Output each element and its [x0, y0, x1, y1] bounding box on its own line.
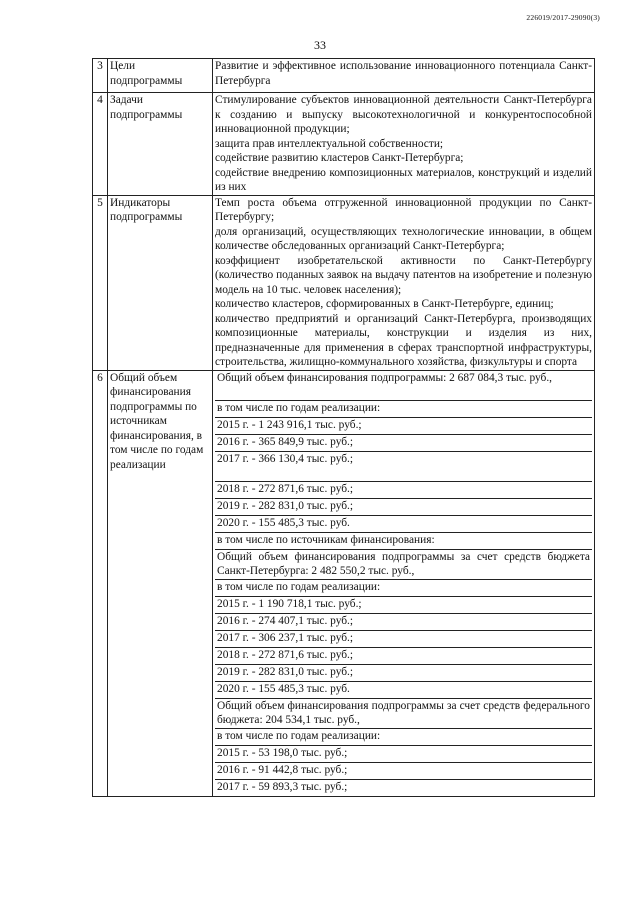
list-item: защита прав интеллектуальной собственности; — [215, 137, 444, 150]
financing-year: 2015 г. - 53 198,0 тыс. руб.; — [215, 745, 592, 762]
financing-year: 2019 г. - 282 831,0 тыс. руб.; — [215, 498, 592, 515]
row-label-financing: Общий объем финансирования подпрограммы по источникам финансирования, в том числе по годам реализации — [108, 370, 213, 796]
financing-year: 2016 г. - 365 849,9 тыс. руб.; — [215, 434, 592, 451]
page-number: 33 — [314, 38, 326, 52]
document-code: 226019/2017-29090(3) — [526, 13, 600, 22]
financing-year: 2016 г. - 274 407,1 тыс. руб.; — [215, 613, 592, 630]
financing-line: в том числе по источникам финансирования: — [215, 532, 592, 549]
table-row-indicators — [93, 195, 595, 370]
table-row-goals — [93, 59, 595, 93]
financing-line: в том числе по годам реализации: — [215, 579, 592, 596]
list-item: Темп роста объема отгруженной инновационной продукции по Санкт-Петербургу; — [215, 196, 592, 223]
financing-breakdown — [213, 370, 595, 796]
financing-year: 2016 г. - 91 442,8 тыс. руб.; — [215, 762, 592, 779]
table-row-financing — [93, 370, 595, 796]
financing-year: 2017 г. - 366 130,4 тыс. руб.; — [215, 451, 592, 481]
row-label-indicators: Индикаторы подпрограммы — [108, 195, 213, 370]
list-item: содействие внедрению композиционных материалов, конструкций и изделий из них — [215, 166, 592, 193]
financing-year: 2017 г. - 306 237,1 тыс. руб.; — [215, 630, 592, 647]
financing-line: в том числе по годам реализации: — [215, 728, 592, 745]
list-item: коэффициент изобретательской активности по Санкт-Петербургу (количество поданных заявок на выдачу патентов на изобретение и полезную модель на 10 тыс. человек населения); — [215, 254, 592, 296]
indicators-list — [213, 195, 595, 370]
financing-federal-budget: Общий объем финансирования подпрограммы за счет средств федерального бюджета: 204 534,1 тыс. руб., — [217, 699, 590, 726]
row-number: 4 — [93, 93, 108, 196]
list-item: количество кластеров, сформированных в Санкт-Петербурге, единиц; — [215, 298, 554, 310]
financing-year: 2015 г. - 1 190 718,1 тыс. руб.; — [215, 596, 592, 613]
list-item: доля организаций, осуществляющих технологические инновации, в общем количестве обследованных организаций Санкт-Петербурга; — [215, 225, 592, 252]
subprogram-passport-table — [92, 58, 595, 797]
financing-total: Общий объем финансирования подпрограммы: 2 687 084,3 тыс. руб., — [215, 371, 592, 401]
financing-year: 2018 г. - 272 871,6 тыс. руб.; — [215, 481, 592, 498]
financing-year: 2020 г. - 155 485,3 тыс. руб. — [215, 681, 592, 698]
financing-city-budget: Общий объем финансирования подпрограммы за счет средств бюджета Санкт-Петербурга: 2 482 550,2 тыс. руб., — [217, 550, 590, 577]
row-label-tasks: Задачи подпрограммы — [108, 93, 213, 196]
row-number: 6 — [93, 370, 108, 796]
financing-subtable — [215, 371, 592, 796]
financing-year: 2020 г. - 155 485,3 тыс. руб. — [215, 515, 592, 532]
row-label-goals: Цели подпрограммы — [108, 59, 213, 93]
financing-line: в том числе по годам реализации: — [215, 400, 592, 417]
financing-year: 2017 г. - 59 893,3 тыс. руб.; — [217, 780, 348, 793]
goals-text: Развитие и эффективное использование инновационного потенциала Санкт-Петербурга — [213, 59, 595, 93]
list-item: содействие развитию кластеров Санкт-Петербурга; — [215, 152, 464, 164]
financing-year: 2018 г. - 272 871,6 тыс. руб.; — [215, 647, 592, 664]
tasks-list — [213, 93, 595, 196]
financing-year: 2019 г. - 282 831,0 тыс. руб.; — [215, 664, 592, 681]
row-number: 5 — [93, 195, 108, 370]
list-item: количество предприятий и организаций Санкт-Петербурга, производящих композиционные материалы, конструкции и изделия из них, предназначенные для применения в сферах транспортной инфраструктуры, строительства, жилищно-коммунального хозяйства, физкультуры и спорта — [215, 312, 592, 368]
row-number: 3 — [93, 59, 108, 93]
financing-year: 2015 г. - 1 243 916,1 тыс. руб.; — [215, 417, 592, 434]
list-item: Стимулирование субъектов инновационной деятельности Санкт-Петербурга к созданию и выпуску высокотехнологичной и конкурентоспособной инновационной продукции; — [215, 94, 592, 135]
table-row-tasks — [93, 93, 595, 196]
